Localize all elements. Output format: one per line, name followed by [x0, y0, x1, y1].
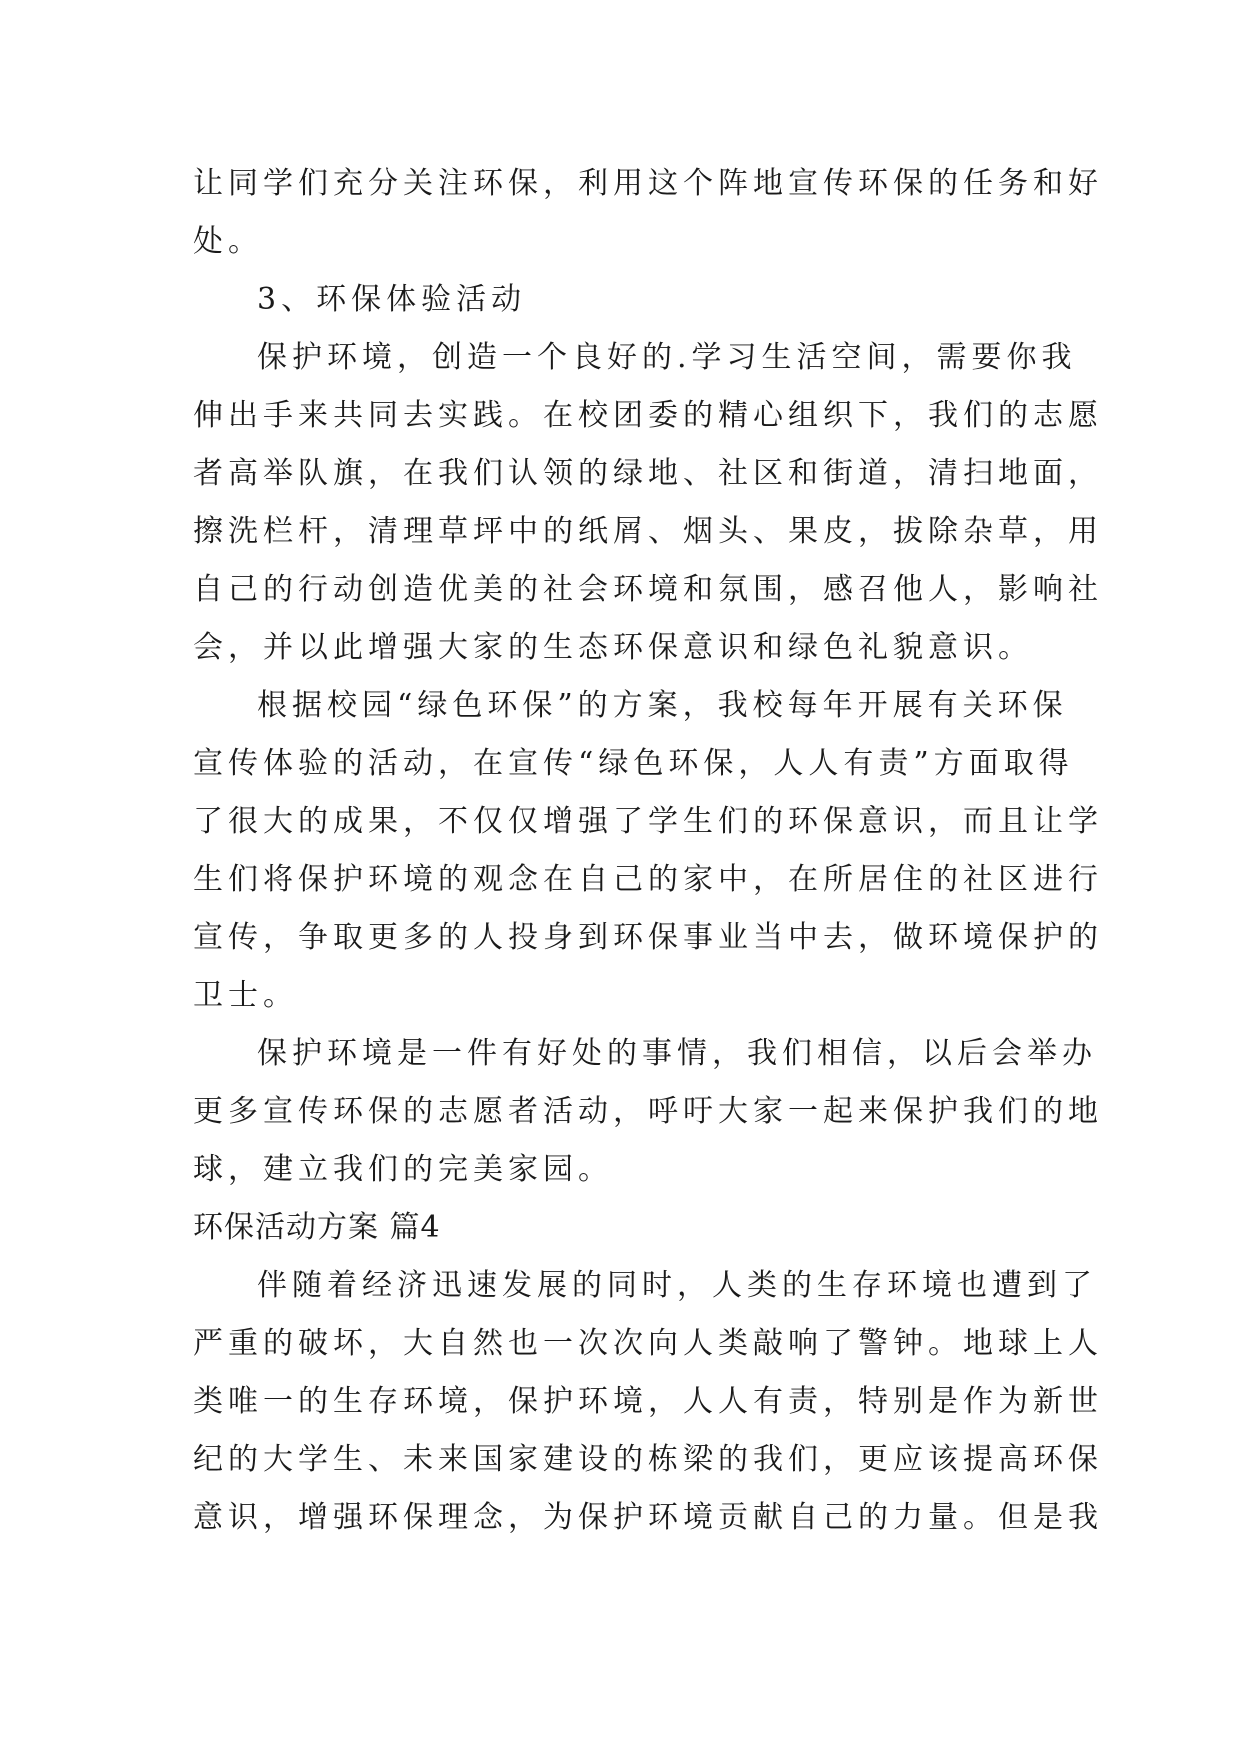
text-line: 处。	[193, 224, 263, 259]
text-line: 伴随着经济迅速发展的同时，人类的生存环境也遭到了	[257, 1268, 1097, 1303]
text-line: 自己的行动创造优美的社会环境和氛围，感召他人，影响社	[193, 572, 1103, 607]
text-line: 了很大的成果，不仅仅增强了学生们的环保意识，而且让学	[193, 804, 1103, 839]
text-line: 根据校园“绿色环保”的方案，我校每年开展有关环保	[257, 688, 1068, 723]
text-line: 生们将保护环境的观念在自己的家中，在所居住的社区进行	[193, 862, 1103, 897]
text-line: 类唯一的生存环境，保护环境，人人有责，特别是作为新世	[193, 1384, 1103, 1419]
text-line: 纪的大学生、未来国家建设的栋梁的我们，更应该提高环保	[193, 1442, 1103, 1477]
text-line: 保护环境，创造一个良好的.学习生活空间，需要你我	[257, 340, 1077, 375]
section-heading: 环保活动方案 篇4	[193, 1210, 441, 1245]
text-line: 擦洗栏杆，清理草坪中的纸屑、烟头、果皮，拔除杂草，用	[193, 514, 1103, 549]
text-line: 3、环保体验活动	[257, 282, 527, 317]
text-line: 让同学们充分关注环保，利用这个阵地宣传环保的任务和好	[193, 166, 1103, 201]
text-line: 宣传体验的活动，在宣传“绿色环保，人人有责”方面取得	[193, 746, 1074, 781]
text-line: 严重的破坏，大自然也一次次向人类敲响了警钟。地球上人	[193, 1326, 1103, 1361]
text-line: 宣传，争取更多的人投身到环保事业当中去，做环境保护的	[193, 920, 1103, 955]
text-line: 球，建立我们的完美家园。	[193, 1152, 613, 1187]
document-body	[193, 155, 1103, 1547]
text-line: 会，并以此增强大家的生态环保意识和绿色礼貌意识。	[193, 630, 1033, 665]
text-line: 伸出手来共同去实践。在校团委的精心组织下，我们的志愿	[193, 398, 1103, 433]
text-line: 者高举队旗，在我们认领的绿地、社区和街道，清扫地面，	[193, 456, 1103, 491]
text-line: 保护环境是一件有好处的事情，我们相信，以后会举办	[257, 1036, 1097, 1071]
text-line: 卫士。	[193, 978, 298, 1013]
text-line: 意识，增强环保理念，为保护环境贡献自己的力量。但是我	[193, 1500, 1103, 1535]
text-line: 更多宣传环保的志愿者活动，呼吁大家一起来保护我们的地	[193, 1094, 1103, 1129]
